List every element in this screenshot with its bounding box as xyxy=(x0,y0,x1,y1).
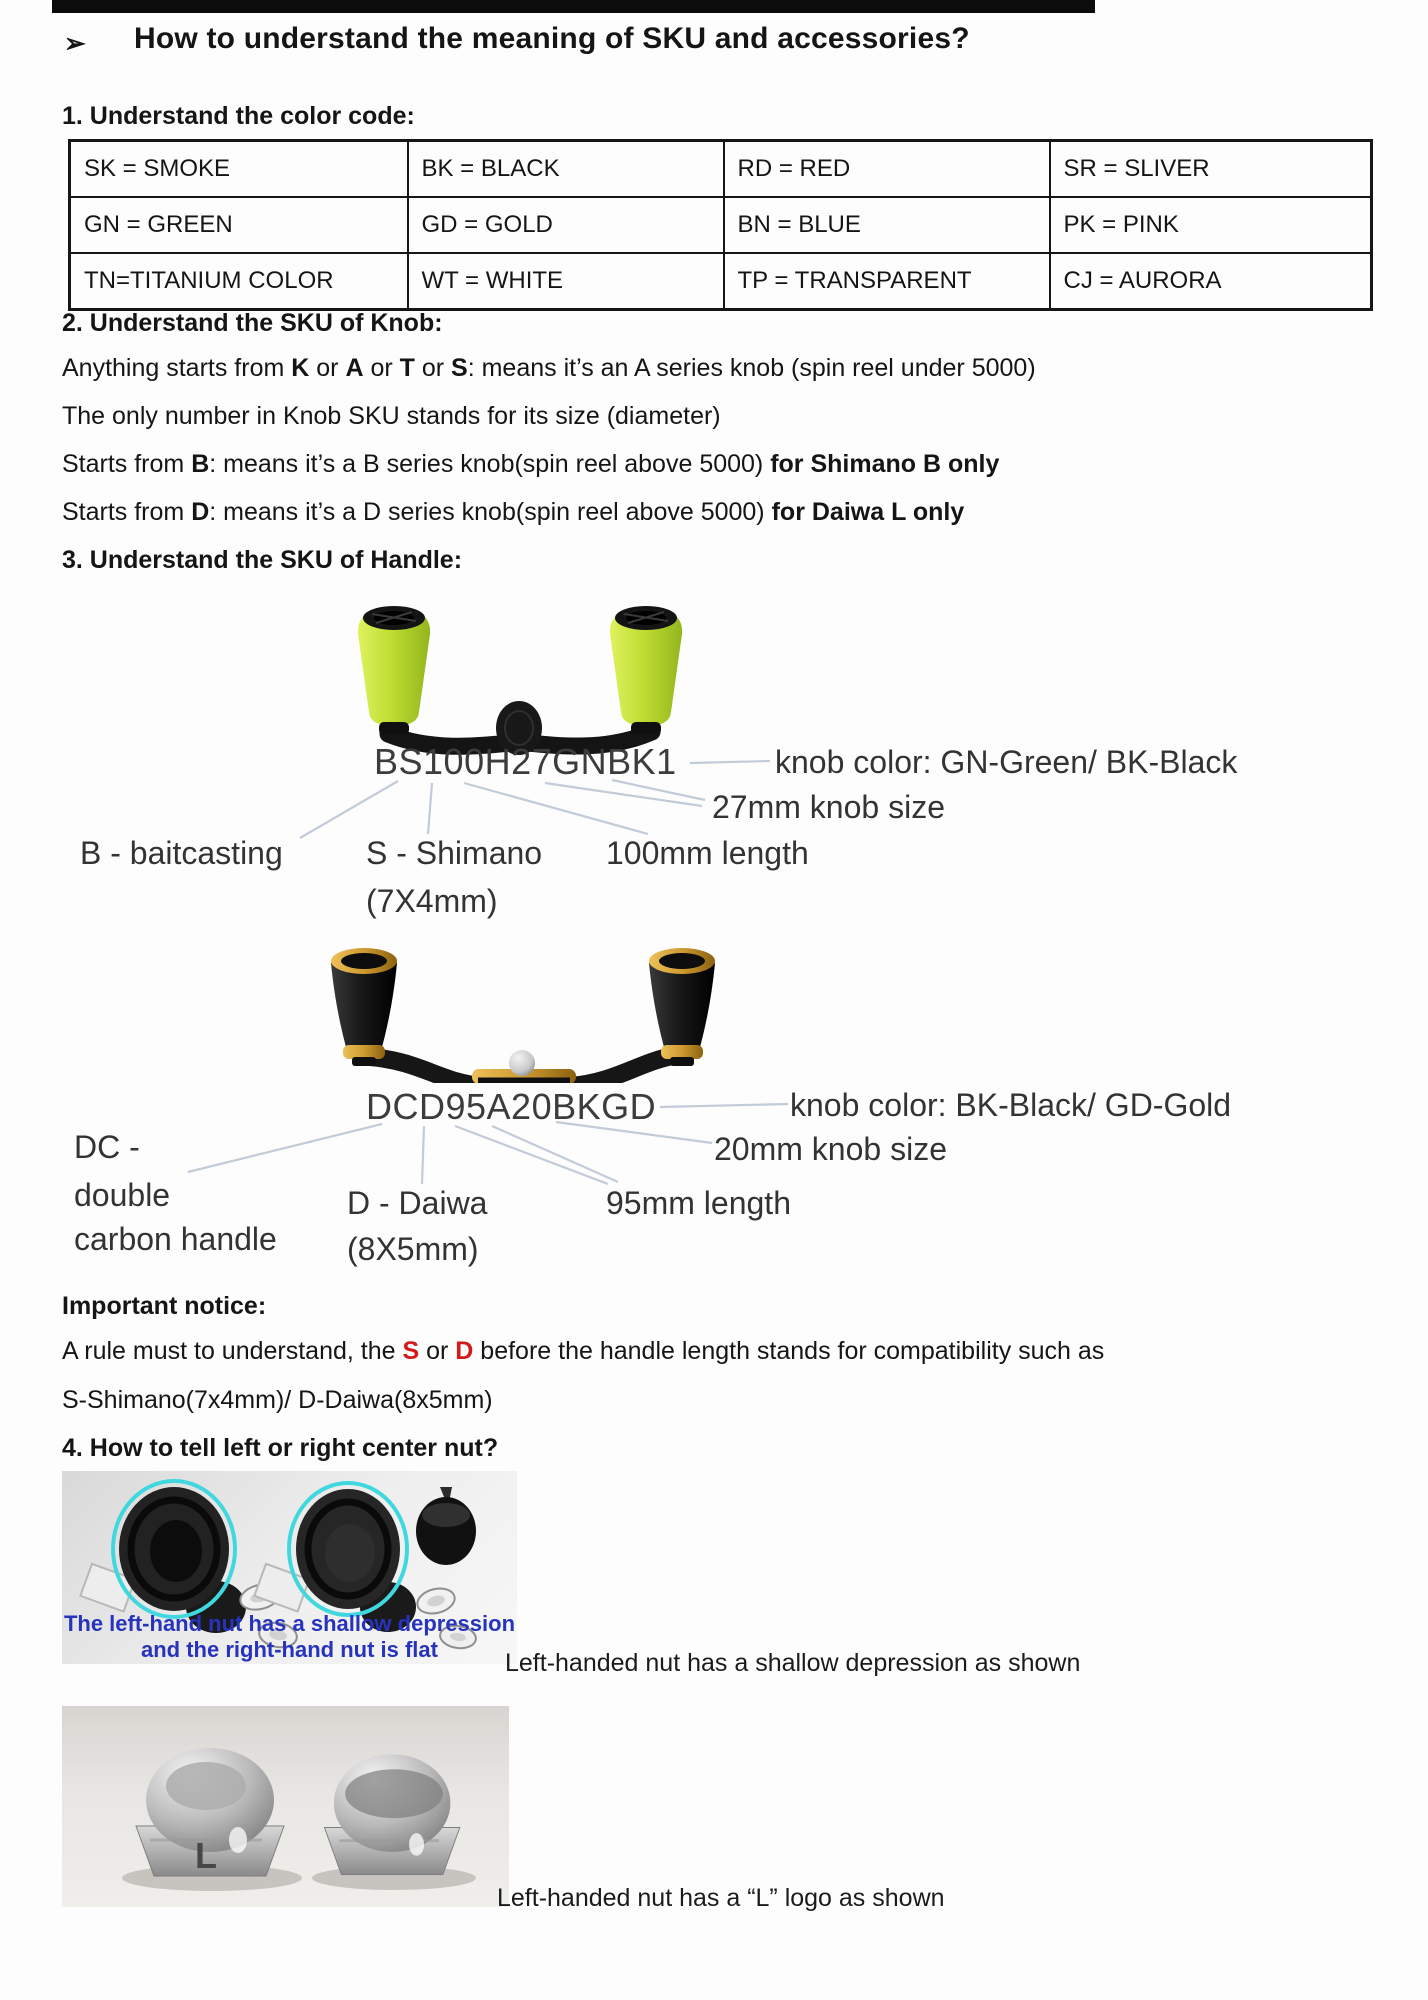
text-segment: Anything starts from xyxy=(62,354,292,382)
section-3-heading: 3. Understand the SKU of Handle: xyxy=(62,546,463,574)
handle-1-image xyxy=(340,593,700,758)
text-segment: or xyxy=(309,354,346,382)
handle-1-s-label: S - Shimano xyxy=(366,835,543,871)
color-table-cell: WT = WHITE xyxy=(408,253,724,310)
right-hand-nut-photo2 xyxy=(324,1754,459,1874)
handle-1-knob-color-label: knob color: GN-Green/ BK-Black xyxy=(775,744,1238,780)
text-segment: or xyxy=(419,1337,456,1365)
section-2-heading: 2. Understand the SKU of Knob: xyxy=(62,309,443,337)
color-table-cell: TN=TITANIUM COLOR xyxy=(70,253,408,310)
color-table-cell: TP = TRANSPARENT xyxy=(724,253,1050,310)
color-table-row xyxy=(70,141,1372,198)
text-segment: B xyxy=(191,450,210,478)
handle-2-image xyxy=(320,943,730,1083)
text-segment: before the handle length stands for compatibility such as xyxy=(473,1337,1105,1365)
important-notice-heading: Important notice: xyxy=(62,1292,267,1320)
photo-overlay-text-line2: and the right-hand nut is flat xyxy=(141,1637,438,1662)
right-hand-nut xyxy=(416,1487,476,1565)
section-4-heading: 4. How to tell left or right center nut? xyxy=(62,1434,499,1462)
text-segment: for Shimano B only xyxy=(770,450,1000,478)
section-1-heading: 1. Understand the color code: xyxy=(62,102,415,130)
text-segment: Starts from xyxy=(62,450,192,478)
handle-2-center-nut xyxy=(509,1050,535,1076)
l-logo-nut-photo-graphic xyxy=(62,1706,509,1907)
color-table-cell: SR = SLIVER xyxy=(1050,141,1372,198)
knob-sku-rule-3 xyxy=(62,450,999,479)
knob-sku-rule-2 xyxy=(62,402,721,431)
depression-caption: Left-handed nut has a shallow depression as shown xyxy=(505,1649,1081,1677)
notice-line-2 xyxy=(62,1386,493,1415)
photo-overlay-text-line1: The left-hand nut has a shallow depression xyxy=(63,1611,516,1636)
text-segment: : means it’s an A series knob (spin reel under 5000) xyxy=(467,354,1036,382)
text-segment: or xyxy=(363,354,400,382)
color-table-cell: SK = SMOKE xyxy=(70,141,408,198)
handle-1-left-knob xyxy=(358,606,430,735)
text-segment: Starts from xyxy=(62,498,192,526)
text-segment: The only number in Knob SKU stands for its size (diameter) xyxy=(62,402,721,430)
text-segment: for Daiwa L only xyxy=(771,498,965,526)
l-logo-nut-photo xyxy=(62,1706,509,1907)
text-segment: D xyxy=(191,498,210,526)
handle-1-knob-size-label: 27mm knob size xyxy=(712,789,945,825)
knob-sku-rule-1 xyxy=(62,354,1036,383)
l-logo-mark: L xyxy=(195,1835,217,1876)
handle-2-knob-color-label: knob color: BK-Black/ GD-Gold xyxy=(790,1087,1232,1123)
handle-2-d-label: D - Daiwa xyxy=(347,1185,488,1221)
text-segment: A xyxy=(345,354,364,382)
handle-1-right-knob xyxy=(610,606,682,735)
text-segment: S xyxy=(402,1337,420,1365)
text-segment: or xyxy=(414,354,452,382)
text-segment: : means it’s a B series knob(spin reel above 5000) xyxy=(209,450,771,478)
color-code-table xyxy=(68,139,1373,311)
text-segment: S-Shimano(7x4mm)/ D-Daiwa(8x5mm) xyxy=(62,1386,493,1414)
handle-2-knob-size-label: 20mm knob size xyxy=(714,1131,947,1167)
handle-1-b-label: B - baitcasting xyxy=(80,835,283,871)
handle-1-s-sub-label: (7X4mm) xyxy=(366,883,498,919)
left-hand-nut xyxy=(136,1748,284,1876)
handle-2-dc-label-line2: double xyxy=(74,1177,171,1213)
page-title: How to understand the meaning of SKU and accessories? xyxy=(134,22,970,55)
color-table-cell: GN = GREEN xyxy=(70,197,408,253)
handle-2-dc-label-line3: carbon handle xyxy=(74,1221,277,1257)
top-crop-bar xyxy=(52,0,1095,13)
color-table-cell: RD = RED xyxy=(724,141,1050,198)
color-table-cell: BN = BLUE xyxy=(724,197,1050,253)
color-table-cell: CJ = AURORA xyxy=(1050,253,1372,310)
arrow-bullet-icon: ➢ xyxy=(64,28,86,58)
color-table-row xyxy=(70,253,1372,310)
color-table-cell: BK = BLACK xyxy=(408,141,724,198)
text-segment: T xyxy=(399,354,415,382)
color-table-cell: GD = GOLD xyxy=(408,197,724,253)
handle-2-length-label: 95mm length xyxy=(606,1185,791,1221)
l-logo-caption: Left-handed nut has a “L” logo as shown xyxy=(497,1884,945,1912)
text-segment: D xyxy=(455,1337,474,1365)
text-segment: : means it’s a D series knob(spin reel above 5000) xyxy=(209,498,772,526)
knob-sku-rule-4 xyxy=(62,498,964,527)
handle-2-right-knob xyxy=(649,948,715,1066)
handle-2-d-sub-label: (8X5mm) xyxy=(347,1231,479,1267)
color-table-cell: PK = PINK xyxy=(1050,197,1372,253)
notice-line-1 xyxy=(62,1337,1104,1366)
handle-1-sku: BS100H27GNBK1 xyxy=(374,741,677,782)
text-segment: A rule must to understand, the xyxy=(62,1337,403,1365)
color-table-row xyxy=(70,197,1372,253)
text-segment: K xyxy=(291,354,310,382)
text-segment: S xyxy=(451,354,468,382)
handle-2-sku: DCD95A20BKGD xyxy=(366,1086,657,1127)
handle-2-dc-label-line1: DC - xyxy=(74,1129,140,1165)
handle-1-length-label: 100mm length xyxy=(606,835,809,871)
handle-2-left-knob xyxy=(331,948,397,1066)
nut-depression-photo xyxy=(62,1471,517,1664)
